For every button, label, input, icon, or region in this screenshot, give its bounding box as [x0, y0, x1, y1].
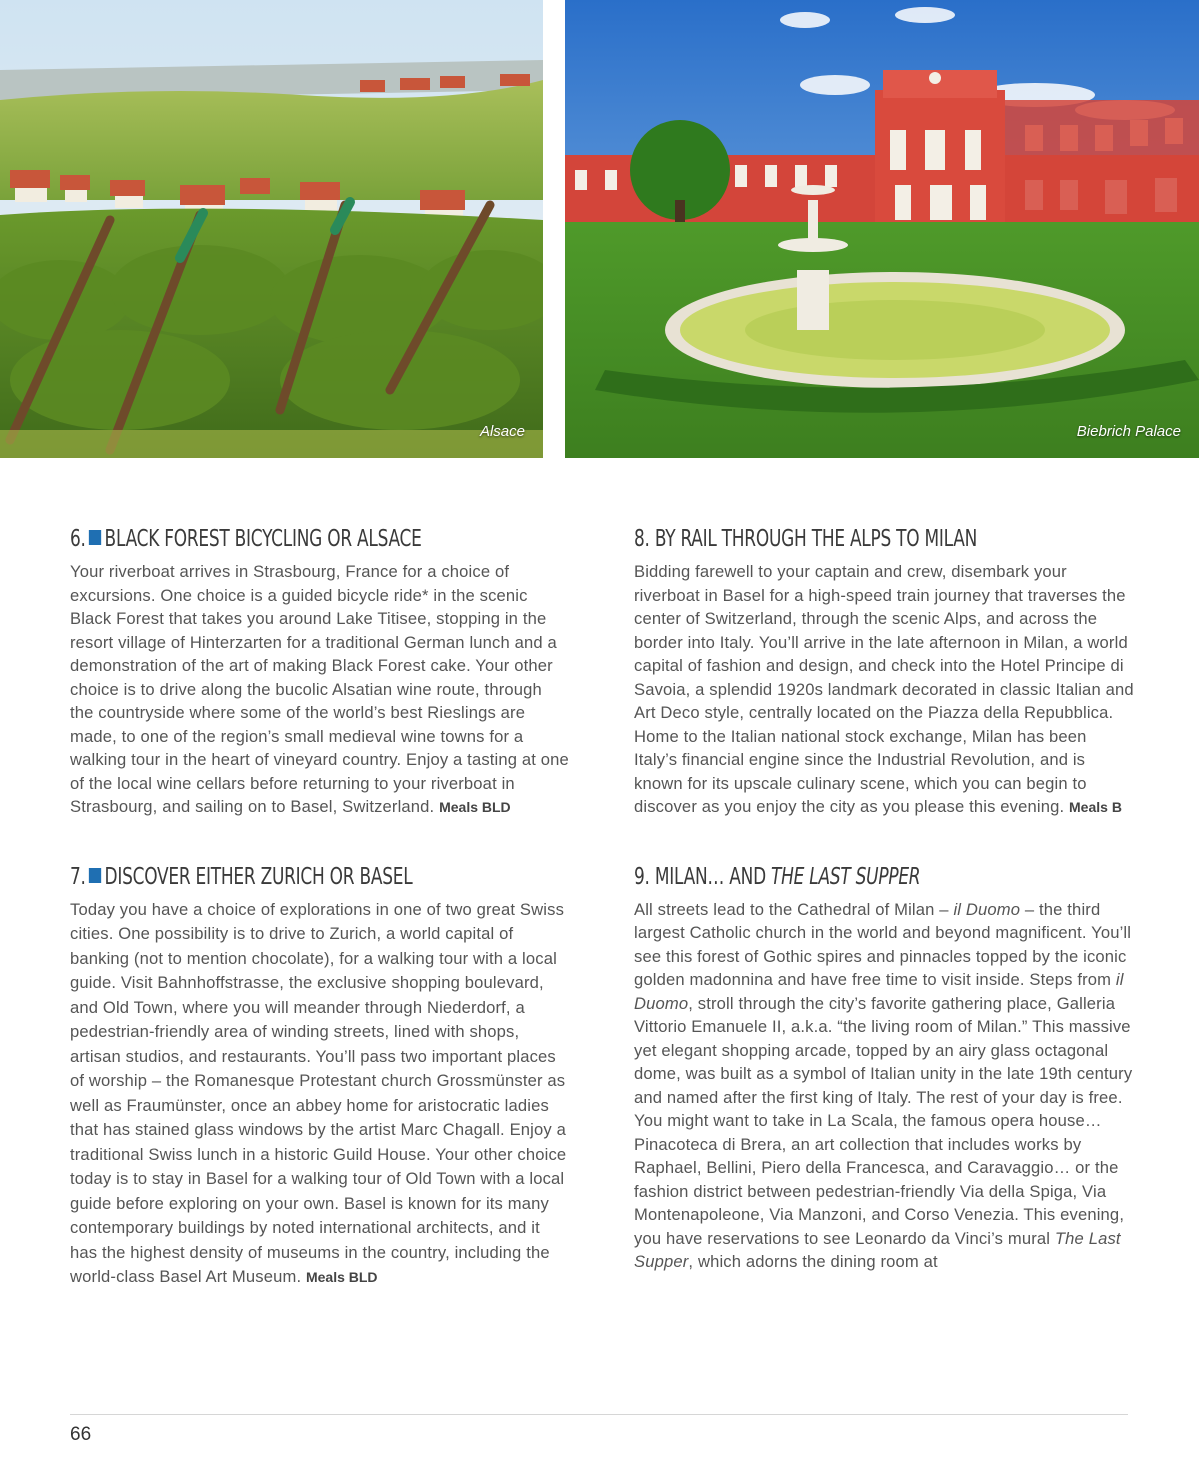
alsace-photo	[0, 0, 543, 458]
day-6-body	[70, 560, 570, 820]
day-9-italic-2: il Duomo	[634, 970, 1124, 1013]
square-bullet-icon	[89, 868, 101, 883]
square-bullet-icon	[89, 530, 101, 545]
day-6-title: BLACK FOREST BICYCLING OR ALSACE	[104, 526, 422, 552]
day-9-italic-3: The Last Supper	[634, 1228, 1121, 1271]
day-9-italic-1: il Duomo	[953, 899, 1021, 919]
day-6-text: Your riverboat arrives in Strasbourg, France for a choice of excursions. One choice is a guided bicycle ride* in the scenic Black Forest that takes you around Lake Titisee, stopping in the resort village of Hinterzarten for a traditional German lunch and a demonstration of the art of making Black Forest cake. Your other choice is to drive along the bucolic Alsatian wine route, through the countryside where some of the world’s best Rieslings are made, to one of the region’s small medieval wine towns for a walking tour in the heart of vineyard country. Enjoy a tasting at one of the local wine cellars before returning to your riverboat in Strasbourg, and sailing on to Basel, Switzerland.	[70, 562, 569, 816]
day-7-heading	[70, 860, 570, 894]
day-8-section	[634, 522, 1134, 820]
footer-divider	[70, 1414, 1128, 1415]
left-column	[70, 522, 570, 1290]
day-6-heading	[70, 522, 570, 556]
day-6-number: 6.	[70, 526, 86, 552]
day-9-title-italic: THE LAST SUPPER	[771, 863, 921, 890]
day-7-meals: Meals BLD	[305, 1269, 378, 1285]
biebrich-palace-photo	[565, 0, 1199, 458]
day-6-meals: Meals BLD	[439, 799, 511, 815]
page-number: 66	[70, 1424, 92, 1445]
day-7-text: Today you have a choice of explorations in one of two great Swiss cities. One possibility is to drive to Zurich, a world capital of banking (not to mention chocolate), for a walking tour with a local guide. Visit Bahnhoffstrasse, the exclusive shopping boulevard, and Old Town, where you will meander through Niederdorf, a pedestrian-friendly area of winding streets, lined with shops, artisan studios, and restaurants. You’ll pass two important places of worship – the Romanesque Protestant church Grossmünster as well as Fraumünster, once an abbey home for aristocratic ladies that has stained glass windows by the artist Marc Chagall. Enjoy a traditional Swiss lunch in a historic Guild House. Your other choice today is to stay in Basel for a walking tour of Old Town with a local guide before exploring on your own. Basel is known for its many contemporary buildings by noted international architects, and it has the highest density of museums in the country, including the world-class Basel Art Museum.	[70, 899, 567, 1286]
day-9-title-prefix: 9. MILAN… AND	[634, 863, 772, 890]
day-9-text-1: All streets lead to the Cathedral of Milan –	[634, 899, 954, 919]
day-7-body	[70, 898, 570, 1290]
day-9-heading	[634, 860, 1134, 894]
day-7-section	[70, 860, 570, 1290]
day-9-text-4: , which adorns the dining room at	[688, 1252, 938, 1271]
day-8-meals: Meals B	[1069, 799, 1122, 815]
day-8-text: Bidding farewell to your captain and crew, disembark your riverboat in Basel for a high-speed train journey that traverses the center of Switzerland, through the scenic Alps, and across the border into Italy. You’ll arrive in the late afternoon in Milan, a world capital of fashion and design, and check into the Hotel Principe di Savoia, a splendid 1920s landmark decorated in classic Italian and Art Deco style, centrally located on the Piazza della Repubblica. Home to the Italian national stock exchange, Milan has been Italy’s financial engine since the Industrial Revolution, and is known for its upscale culinary scene, which you can begin to discover as you enjoy the city as you please this evening.	[634, 562, 1134, 816]
day-8-body	[634, 560, 1134, 820]
vineyard-landscape-photo	[0, 0, 543, 458]
photo-caption-right: Biebrich Palace	[1076, 423, 1181, 440]
day-6-section	[70, 522, 570, 820]
right-column	[634, 522, 1134, 1274]
day-9-body	[634, 898, 1134, 1274]
day-9-text-3: , stroll through the city’s favorite gathering place, Galleria Vittorio Emanuele II, a.k.a. “the living room of Milan.” This massive yet elegant shopping arcade, topped by an airy glass octagonal dome, was built as a symbol of Italian unity in the late 19th century and named after the first king of Italy. The rest of your day is free. You might want to take in La Scala, the famous opera house… Pinacoteca di Brera, an art collection that includes works by Raphael, Bellini, Piero della Francesca, and Caravaggio… or the fashion district between pedestrian-friendly Via della Spiga, Via Montenapoleone, Via Manzoni, and Corso Venezia. This evening, you have reservations to see Leonardo da Vinci’s mural	[634, 993, 1133, 1248]
day-7-number: 7.	[70, 863, 86, 890]
photo-caption-left: Alsace	[479, 423, 525, 440]
day-7-title: DISCOVER EITHER ZURICH OR BASEL	[104, 863, 413, 890]
day-8-heading: 8. BY RAIL THROUGH THE ALPS TO MILAN	[634, 526, 978, 552]
palace-fountain-photo	[565, 0, 1199, 458]
day-9-section	[634, 860, 1134, 1274]
day-9-text-2: – the third largest Catholic church in the world and beyond magnificent. You’ll see this forest of Gothic spires and pinnacles topped by the iconic golden madonnina and have free time to visit inside. Steps from	[634, 899, 1132, 989]
